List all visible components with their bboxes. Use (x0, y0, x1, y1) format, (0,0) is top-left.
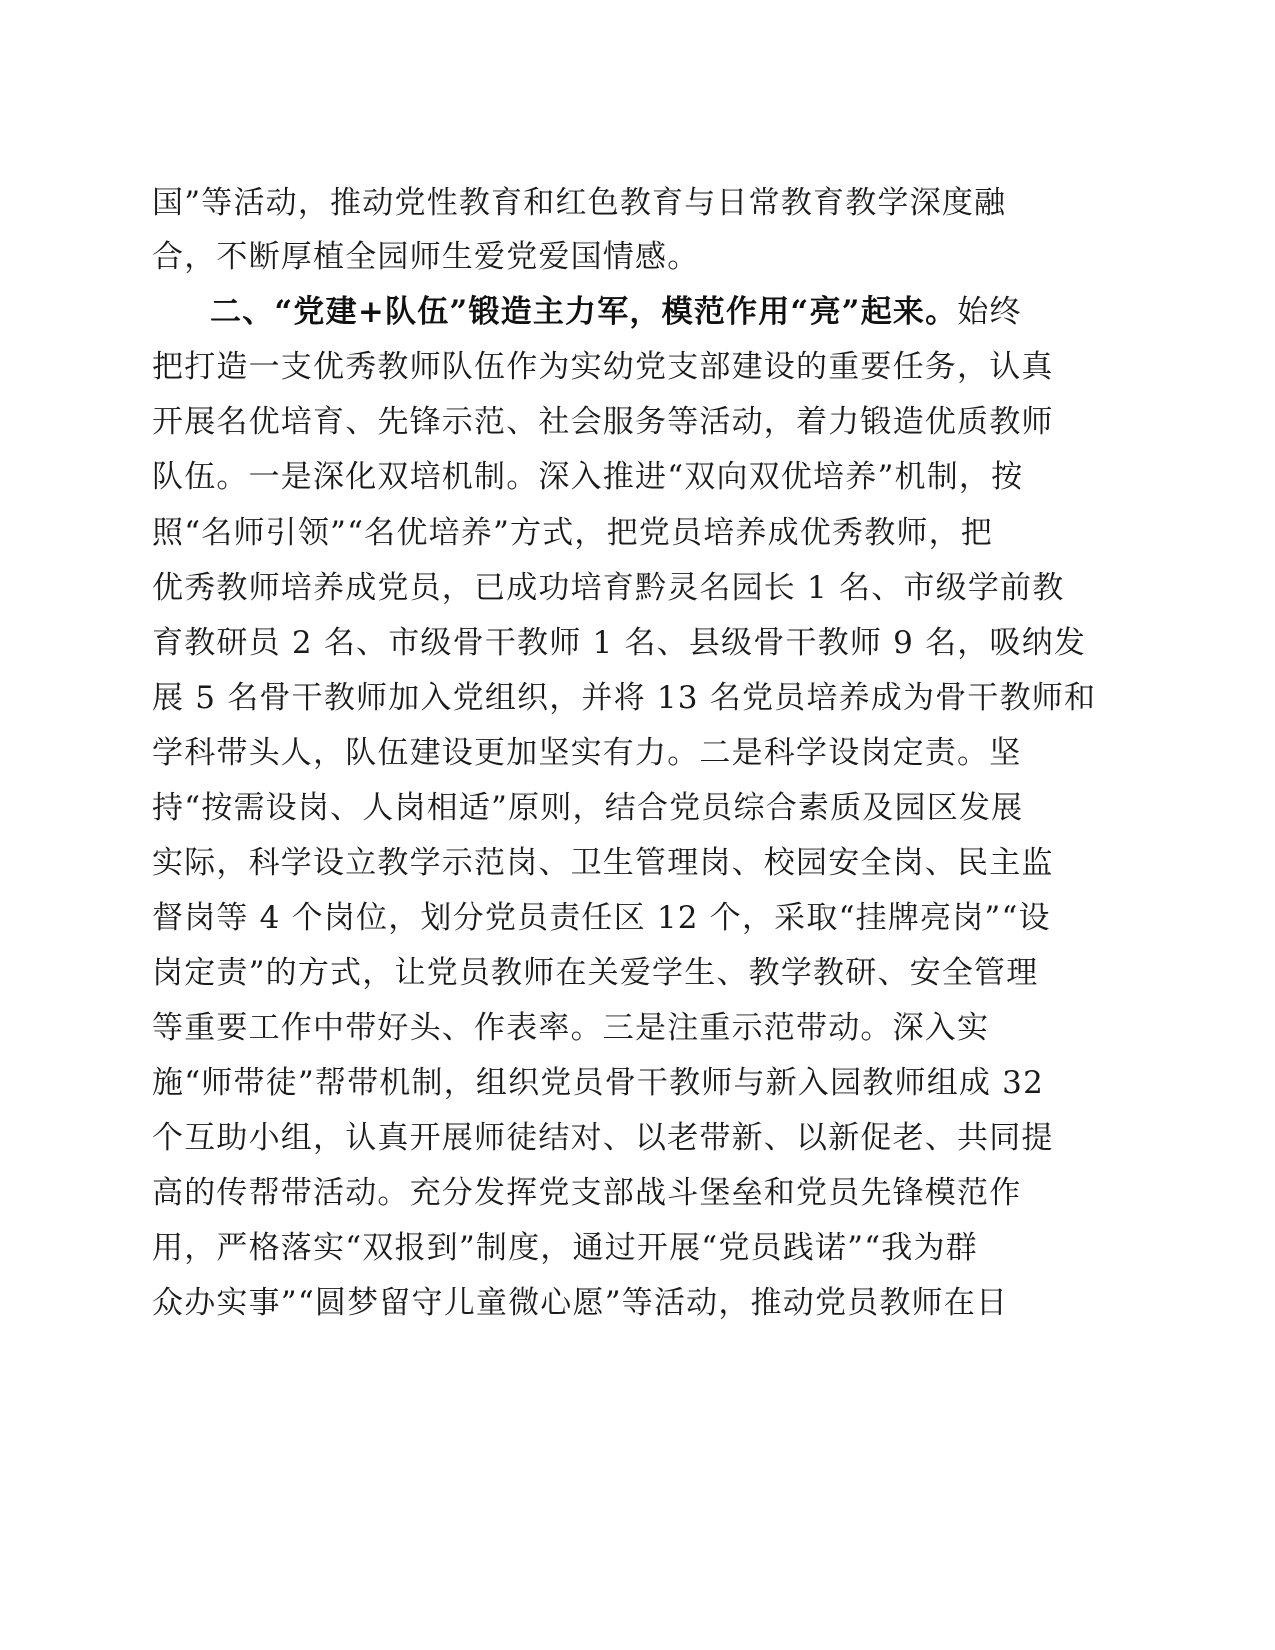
text-line-2: 合，不断厚植全园师生爱党爱国情感。 (152, 239, 700, 275)
text-line-12: 实际，科学设立教学示范岗、卫生管理岗、校园安全岗、民主监 (152, 845, 1054, 881)
text-line-4: 开展名优培育、先锋示范、社会服务等活动，着力锻造优质教师 (152, 404, 1054, 440)
section-heading: 二、“党建+队伍”锻造主力军，模范作用“亮”起来。 (210, 294, 958, 330)
text-line-7: 优秀教师培养成党员，已成功培育黔灵名园长 1 名、市级学前教 (152, 570, 1065, 606)
text-line-16: 施“师带徒”帮带机制，组织党员骨干教师与新入园教师组成 32 (152, 1065, 1044, 1101)
text-line-5: 队伍。一是深化双培机制。深入推进“双向双优培养”机制，按 (152, 459, 1024, 495)
text-line-17: 个互助小组，认真开展师徒结对、以老带新、以新促老、共同提 (152, 1120, 1054, 1156)
text-line-8: 育教研员 2 名、市级骨干教师 1 名、县级骨干教师 9 名，吸纳发 (152, 625, 1087, 661)
text-line-1: 国”等活动，推动党性教育和红色教育与日常教育教学深度融 (152, 185, 1007, 221)
text-line-9: 展 5 名骨干教师加入党组织，并将 13 名党员培养成为骨干教师和 (152, 680, 1097, 716)
text-line-10: 学科带头人，队伍建设更加坚实有力。二是科学设岗定责。坚 (152, 735, 1022, 771)
section-heading-tail: 始终 (957, 294, 1022, 330)
text-line-14: 岗定责”的方式，让党员教师在关爱学生、教学教研、安全管理 (152, 955, 1039, 991)
section-heading-line (210, 292, 1022, 332)
text-line-11: 持“按需设岗、人岗相适”原则，结合党员综合素质及园区发展 (152, 790, 1024, 826)
text-line-6: 照“名师引领”“名优培养”方式，把党员培养成优秀教师，把 (152, 515, 993, 551)
text-line-18: 高的传帮带活动。充分发挥党支部战斗堡垒和党员先锋模范作 (152, 1175, 1022, 1211)
text-line-19: 用，严格落实“双报到”制度，通过开展“党员践诺”“我为群 (152, 1230, 978, 1266)
text-line-3: 把打造一支优秀教师队伍作为实幼党支部建设的重要任务，认真 (152, 349, 1054, 385)
text-line-13: 督岗等 4 个岗位，划分党员责任区 12 个，采取“挂牌亮岗”“设 (152, 900, 1051, 936)
text-line-15: 等重要工作中带好头、作表率。三是注重示范带动。深入实 (152, 1010, 990, 1046)
text-line-20: 众办实事”“圆梦留守儿童微心愿”等活动，推动党员教师在日 (152, 1285, 1009, 1321)
